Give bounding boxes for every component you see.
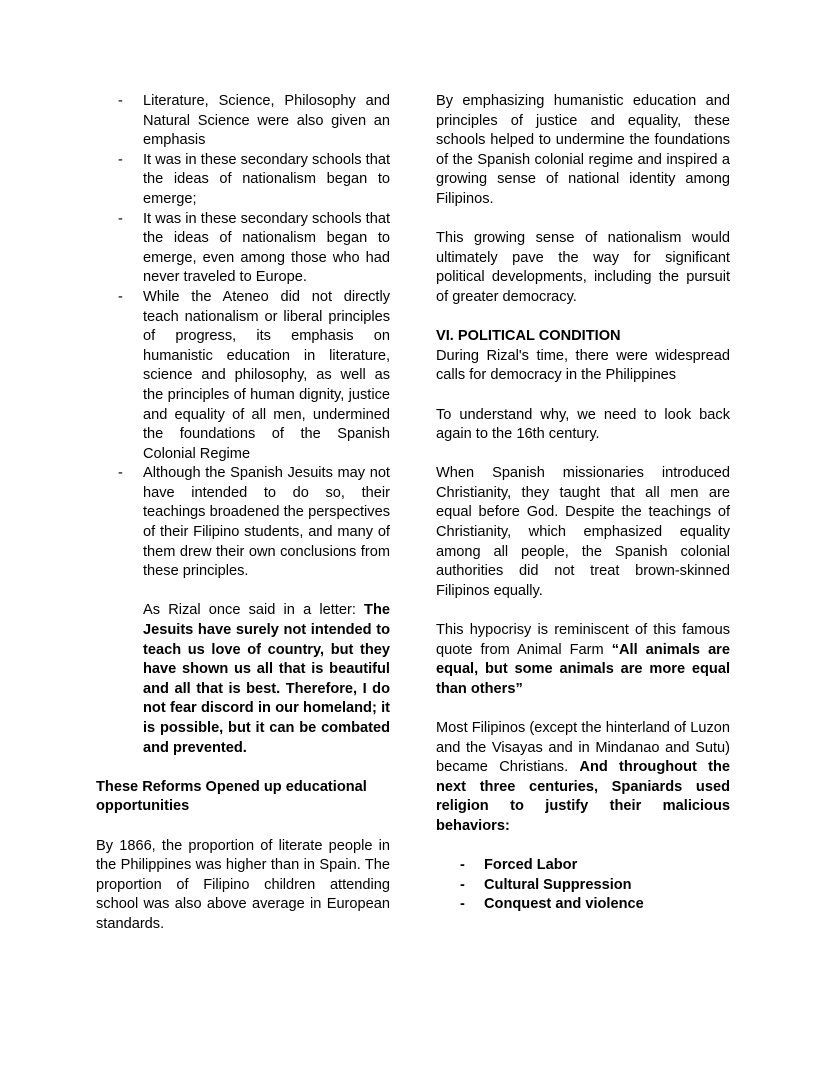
section-heading-political-condition: VI. POLITICAL CONDITION: [436, 328, 621, 345]
animal-farm-quote: “All animals are equal, but some animals are more equal than others”: [436, 641, 730, 697]
list-item: [96, 464, 390, 582]
dash-marker: -: [118, 288, 123, 305]
rizal-quote-paragraph: [143, 601, 390, 758]
look-back-paragraph: To understand why, we need to look back again to the 16th century.: [436, 406, 730, 443]
rizal-quote-lead: As Rizal once said in a letter:: [143, 602, 365, 619]
list-item: [436, 895, 730, 915]
rizal-quote-bold: The Jesuits have surely not intended to teach us love of country, but they have shown us all that is beautiful and all that is best. Therefore, I do not fear discord in our homeland; it is possible, but it can be combated and prevented.: [143, 602, 390, 756]
list-item: [96, 210, 390, 288]
list-item-text: It was in these secondary schools that the ideas of nationalism began to emerge;: [143, 151, 390, 207]
left-column: [96, 92, 390, 935]
spacer: [96, 582, 390, 602]
list-item-text: Forced Labor: [484, 857, 578, 874]
malicious-behaviors-list: [436, 856, 730, 915]
list-item: [96, 92, 390, 151]
hypocrisy-paragraph: [436, 621, 730, 699]
reforms-heading: These Reforms Opened up educational opportunities: [96, 778, 367, 815]
list-item: [436, 876, 730, 896]
christians-paragraph: [436, 719, 730, 837]
emphasizing-paragraph: By emphasizing humanistic education and principles of justice and equality, these schools helped to undermine the foundations of the Spanish colonial regime and inspired a growing sense of national identity among Filipinos.: [436, 93, 730, 207]
list-item: [96, 288, 390, 464]
list-item-text: Literature, Science, Philosophy and Natural Science were also given an emphasis: [143, 93, 390, 149]
right-column: [436, 92, 730, 915]
nationalism-paragraph: This growing sense of nationalism would ultimately pave the way for significant political developments, including the pursuit of greater democracy.: [436, 230, 730, 305]
list-item: [96, 151, 390, 210]
two-column-layout: [96, 92, 732, 935]
dash-marker: -: [118, 93, 123, 109]
section-intro-paragraph: During Rizal's time, there were widespread calls for democracy in the Philippines: [436, 347, 730, 384]
christians-bold: And throughout the next three centuries, Spaniards used religion to justify their malicious behaviors:: [436, 759, 731, 834]
left-bullet-list: [96, 92, 390, 582]
dash-marker: -: [118, 151, 123, 168]
hypocrisy-lead: This hypocrisy is reminiscent of this famous quote from Animal Farm: [436, 622, 730, 658]
literacy-paragraph: By 1866, the proportion of literate people in the Philippines was higher than in Spain. The proportion of Filipino children attending school was also above average in European standards.: [96, 837, 390, 932]
list-item-text: Although the Spanish Jesuits may not have intended to do so, their teachings broadened the perspectives of their Filipino students, and many of them drew their own conclusions from these principles.: [143, 465, 390, 580]
dash-marker: -: [118, 465, 123, 482]
dash-marker: -: [118, 210, 123, 227]
list-item-text: While the Ateneo did not directly teach nationalism or liberal principles of progress, its emphasis on humanistic education in literature, science and philosophy, as well as the principles of human dignity, justice and equality of all men, undermined the foundations of the Spanish Colonial Regime: [143, 288, 390, 462]
missionaries-paragraph: When Spanish missionaries introduced Christianity, they taught that all men are equal before God. Despite the teachings of Christianity, which emphasized equality among all people, the Spanish colonial authorities did not treat brown-skinned Filipinos equally.: [436, 465, 730, 599]
list-item-text: Conquest and violence: [484, 896, 644, 913]
christians-lead: Most Filipinos (except the hinterland of Luzon and the Visayas and in Mindanao and Sutu) became Christians.: [436, 720, 730, 776]
list-item-text: It was in these secondary schools that the ideas of nationalism began to emerge, even among those who had never traveled to Europe.: [143, 210, 390, 286]
dash-marker: -: [460, 876, 465, 893]
list-item: [436, 856, 730, 876]
dash-marker: -: [460, 896, 465, 913]
dash-marker: -: [460, 857, 465, 874]
list-item-text: Cultural Suppression: [484, 876, 632, 893]
